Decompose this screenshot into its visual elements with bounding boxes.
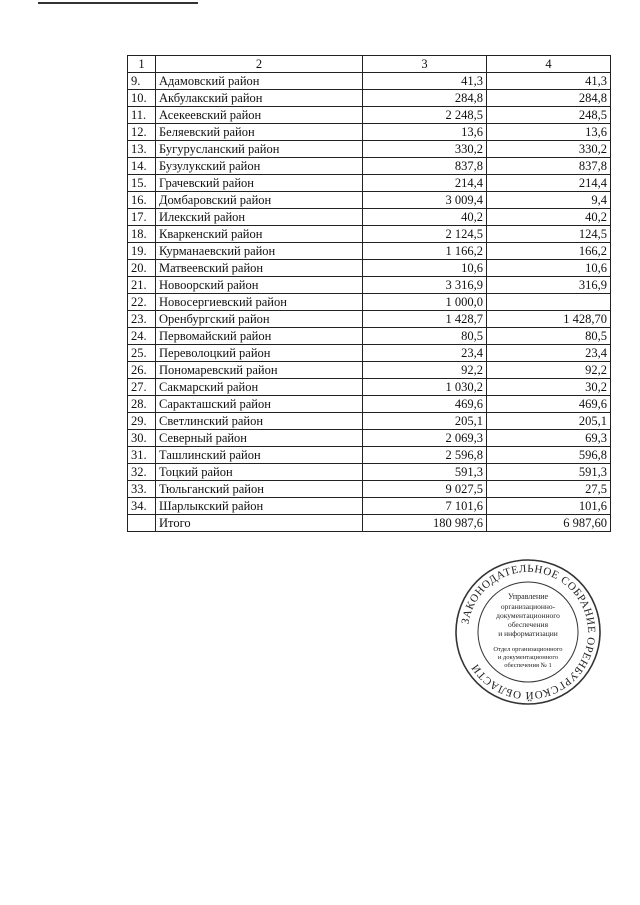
value-col-3: 7 101,6 [363,498,487,515]
row-number: 21. [128,277,156,294]
table-row [128,362,611,379]
value-col-4: 69,3 [487,430,611,447]
value-col-4 [487,294,611,311]
row-number: 18. [128,226,156,243]
value-col-3: 23,4 [363,345,487,362]
district-name: Первомайский район [156,328,363,345]
row-number: 29. [128,413,156,430]
table-row [128,515,611,532]
stamp-outer-text: ЗАКОНОДАТЕЛЬНОЕ СОБРАНИЕ ОРЕНБУРГСКОЙ ОБЛАСТИ [459,562,598,702]
district-name: Курманаевский район [156,243,363,260]
header-rule [38,2,198,4]
district-table [127,55,611,532]
row-number: 16. [128,192,156,209]
row-number: 12. [128,124,156,141]
row-number: 26. [128,362,156,379]
value-col-4: 330,2 [487,141,611,158]
table-row [128,175,611,192]
district-name: Матвеевский район [156,260,363,277]
district-name: Ташлинский район [156,447,363,464]
table-row [128,396,611,413]
value-col-4: 591,3 [487,464,611,481]
row-number [128,515,156,532]
value-col-3: 1 166,2 [363,243,487,260]
row-number: 24. [128,328,156,345]
header-col-3: 3 [363,56,487,73]
row-number: 11. [128,107,156,124]
value-col-3: 2 596,8 [363,447,487,464]
district-name: Беляевский район [156,124,363,141]
value-col-4: 596,8 [487,447,611,464]
value-col-3: 1 030,2 [363,379,487,396]
value-col-3: 180 987,6 [363,515,487,532]
district-name: Бугурусланский район [156,141,363,158]
value-col-3: 3 316,9 [363,277,487,294]
district-name: Итого [156,515,363,532]
value-col-3: 214,4 [363,175,487,192]
row-number: 14. [128,158,156,175]
table-row [128,141,611,158]
stamp-inner-line: обеспечения № 1 [504,662,552,669]
district-name: Домбаровский район [156,192,363,209]
district-name: Тюльганский район [156,481,363,498]
value-col-3: 80,5 [363,328,487,345]
district-name: Новосергиевский район [156,294,363,311]
row-number: 32. [128,464,156,481]
value-col-3: 591,3 [363,464,487,481]
value-col-4: 30,2 [487,379,611,396]
value-col-4: 80,5 [487,328,611,345]
district-name: Бузулукский район [156,158,363,175]
value-col-3: 13,6 [363,124,487,141]
value-col-3: 1 000,0 [363,294,487,311]
value-col-4: 27,5 [487,481,611,498]
table-row [128,464,611,481]
value-col-4: 316,9 [487,277,611,294]
table-row [128,73,611,90]
table-row [128,260,611,277]
value-col-4: 248,5 [487,107,611,124]
district-name: Новоорский район [156,277,363,294]
table-row [128,107,611,124]
row-number: 10. [128,90,156,107]
district-name: Оренбургский район [156,311,363,328]
row-number: 9. [128,73,156,90]
stamp-inner-line: и документационного [497,654,559,661]
stamp-inner-line: документационного [496,611,560,620]
table-header-row [128,56,611,73]
value-col-4: 166,2 [487,243,611,260]
table-row [128,243,611,260]
row-number: 13. [128,141,156,158]
district-name: Илекский район [156,209,363,226]
value-col-4: 9,4 [487,192,611,209]
district-name: Асекеевский район [156,107,363,124]
district-name: Переволоцкий район [156,345,363,362]
value-col-4: 469,6 [487,396,611,413]
stamp-inner-line: Отдел организационного [493,646,563,653]
table-row [128,226,611,243]
value-col-3: 92,2 [363,362,487,379]
table-row [128,430,611,447]
stamp-inner-line: организационно- [500,602,556,611]
header-col-1: 1 [128,56,156,73]
value-col-4: 23,4 [487,345,611,362]
table-row [128,481,611,498]
district-name: Тоцкий район [156,464,363,481]
value-col-3: 1 428,7 [363,311,487,328]
district-name: Адамовский район [156,73,363,90]
value-col-4: 1 428,70 [487,311,611,328]
value-col-4: 284,8 [487,90,611,107]
row-number: 23. [128,311,156,328]
official-stamp [454,558,602,706]
table-row [128,124,611,141]
value-col-3: 205,1 [363,413,487,430]
value-col-3: 2 248,5 [363,107,487,124]
row-number: 31. [128,447,156,464]
district-name: Сакмарский район [156,379,363,396]
value-col-4: 205,1 [487,413,611,430]
table-row [128,447,611,464]
district-name: Шарлыкский район [156,498,363,515]
value-col-3: 469,6 [363,396,487,413]
table-row [128,192,611,209]
value-col-4: 837,8 [487,158,611,175]
header-col-4: 4 [487,56,611,73]
value-col-4: 92,2 [487,362,611,379]
row-number: 17. [128,209,156,226]
stamp-inner-text [493,592,562,669]
table-row [128,345,611,362]
row-number: 15. [128,175,156,192]
row-number: 19. [128,243,156,260]
row-number: 27. [128,379,156,396]
table-row [128,498,611,515]
value-col-3: 2 124,5 [363,226,487,243]
table-row [128,328,611,345]
row-number: 34. [128,498,156,515]
table-row [128,209,611,226]
value-col-3: 41,3 [363,73,487,90]
table-row [128,311,611,328]
value-col-4: 6 987,60 [487,515,611,532]
table-row [128,413,611,430]
value-col-3: 2 069,3 [363,430,487,447]
value-col-3: 9 027,5 [363,481,487,498]
value-col-3: 330,2 [363,141,487,158]
table-row [128,277,611,294]
district-name: Акбулакский район [156,90,363,107]
district-name: Светлинский район [156,413,363,430]
value-col-4: 41,3 [487,73,611,90]
value-col-4: 214,4 [487,175,611,192]
value-col-3: 3 009,4 [363,192,487,209]
value-col-3: 10,6 [363,260,487,277]
value-col-3: 837,8 [363,158,487,175]
district-name: Кваркенский район [156,226,363,243]
value-col-4: 10,6 [487,260,611,277]
stamp-inner-line: и информатизации [498,629,558,638]
district-name: Северный район [156,430,363,447]
value-col-4: 124,5 [487,226,611,243]
value-col-4: 40,2 [487,209,611,226]
row-number: 30. [128,430,156,447]
row-number: 25. [128,345,156,362]
table-row [128,379,611,396]
table-row [128,158,611,175]
header-col-2: 2 [156,56,363,73]
table-row [128,90,611,107]
district-name: Пономаревский район [156,362,363,379]
value-col-3: 40,2 [363,209,487,226]
stamp-inner-line: Управление [507,592,549,601]
stamp-inner-line: обеспечения [507,620,549,629]
value-col-4: 101,6 [487,498,611,515]
row-number: 20. [128,260,156,277]
district-name: Грачевский район [156,175,363,192]
table-row [128,294,611,311]
row-number: 33. [128,481,156,498]
district-name: Саракташский район [156,396,363,413]
value-col-4: 13,6 [487,124,611,141]
row-number: 22. [128,294,156,311]
row-number: 28. [128,396,156,413]
value-col-3: 284,8 [363,90,487,107]
